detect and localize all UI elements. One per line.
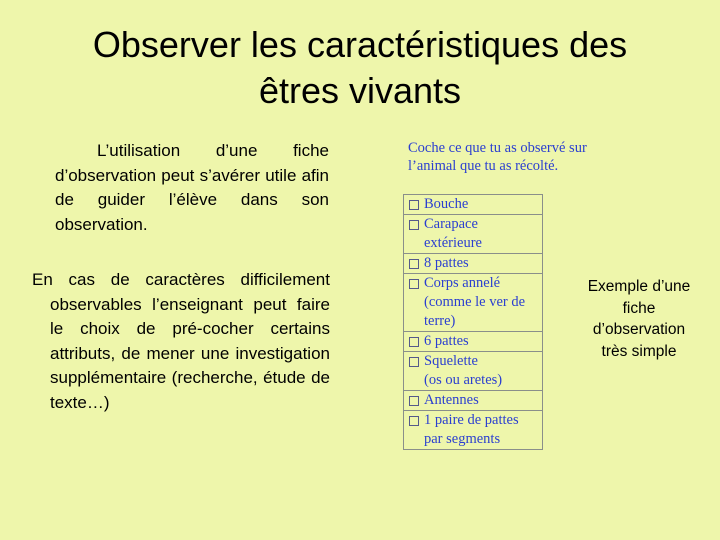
table-row [404, 371, 543, 391]
sheet-row-label: 8 pattes [424, 255, 469, 271]
observation-sheet-table [403, 194, 543, 450]
sheet-row-label: (os ou aretes) [424, 372, 503, 388]
sheet-row-label: 6 pattes [424, 333, 469, 349]
checkbox-icon[interactable] [409, 279, 419, 289]
sheet-row-label: Carapace extérieure [424, 216, 482, 251]
table-row [404, 352, 543, 372]
checkbox-icon[interactable] [409, 396, 419, 406]
table-row [404, 215, 543, 254]
checkbox-icon[interactable] [409, 337, 419, 347]
sheet-row-label: Bouche [424, 196, 469, 212]
sheet-row-label: Corps annelé (comme le ver de terre) [424, 275, 526, 329]
example-caption: Exemple d’une fiche d’observation très simple [587, 278, 691, 360]
sheet-row-label: Squelette [424, 353, 478, 369]
slide-title [30, 22, 690, 114]
table-row [404, 195, 543, 215]
table-row [404, 332, 543, 352]
checkbox-icon[interactable] [409, 357, 419, 367]
table-row [404, 274, 543, 332]
paragraph-difficult-characters-text: En cas de caractères difficilement observables l’enseignant peut faire le choix de pré-cocher certains attributs, de mener une investigation supplémentaire (recherche, étude de texte…) [32, 270, 330, 412]
sheet-row-label: Antennes [424, 392, 479, 408]
checkbox-icon[interactable] [409, 416, 419, 426]
slide-title-line-1: Observer les caractéristiques des [92, 24, 628, 65]
paragraph-observation-sheet: L’utilisation d’une fiche d’observation peut s’avérer utile afin de guider l’élève dans son observation. [55, 141, 329, 234]
table-row [404, 254, 543, 274]
checkbox-icon[interactable] [409, 200, 419, 210]
sheet-row-label: 1 paire de pattes par segments [424, 412, 519, 447]
checkbox-icon[interactable] [409, 259, 419, 269]
table-row [404, 411, 543, 450]
checkbox-icon[interactable] [409, 220, 419, 230]
slide-title-line-2: êtres vivants [258, 70, 462, 111]
observation-sheet-heading: Coche ce que tu as observé sur l’animal que tu as récolté. [408, 140, 587, 174]
paragraph-difficult-characters [32, 268, 330, 415]
table-row [404, 391, 543, 411]
